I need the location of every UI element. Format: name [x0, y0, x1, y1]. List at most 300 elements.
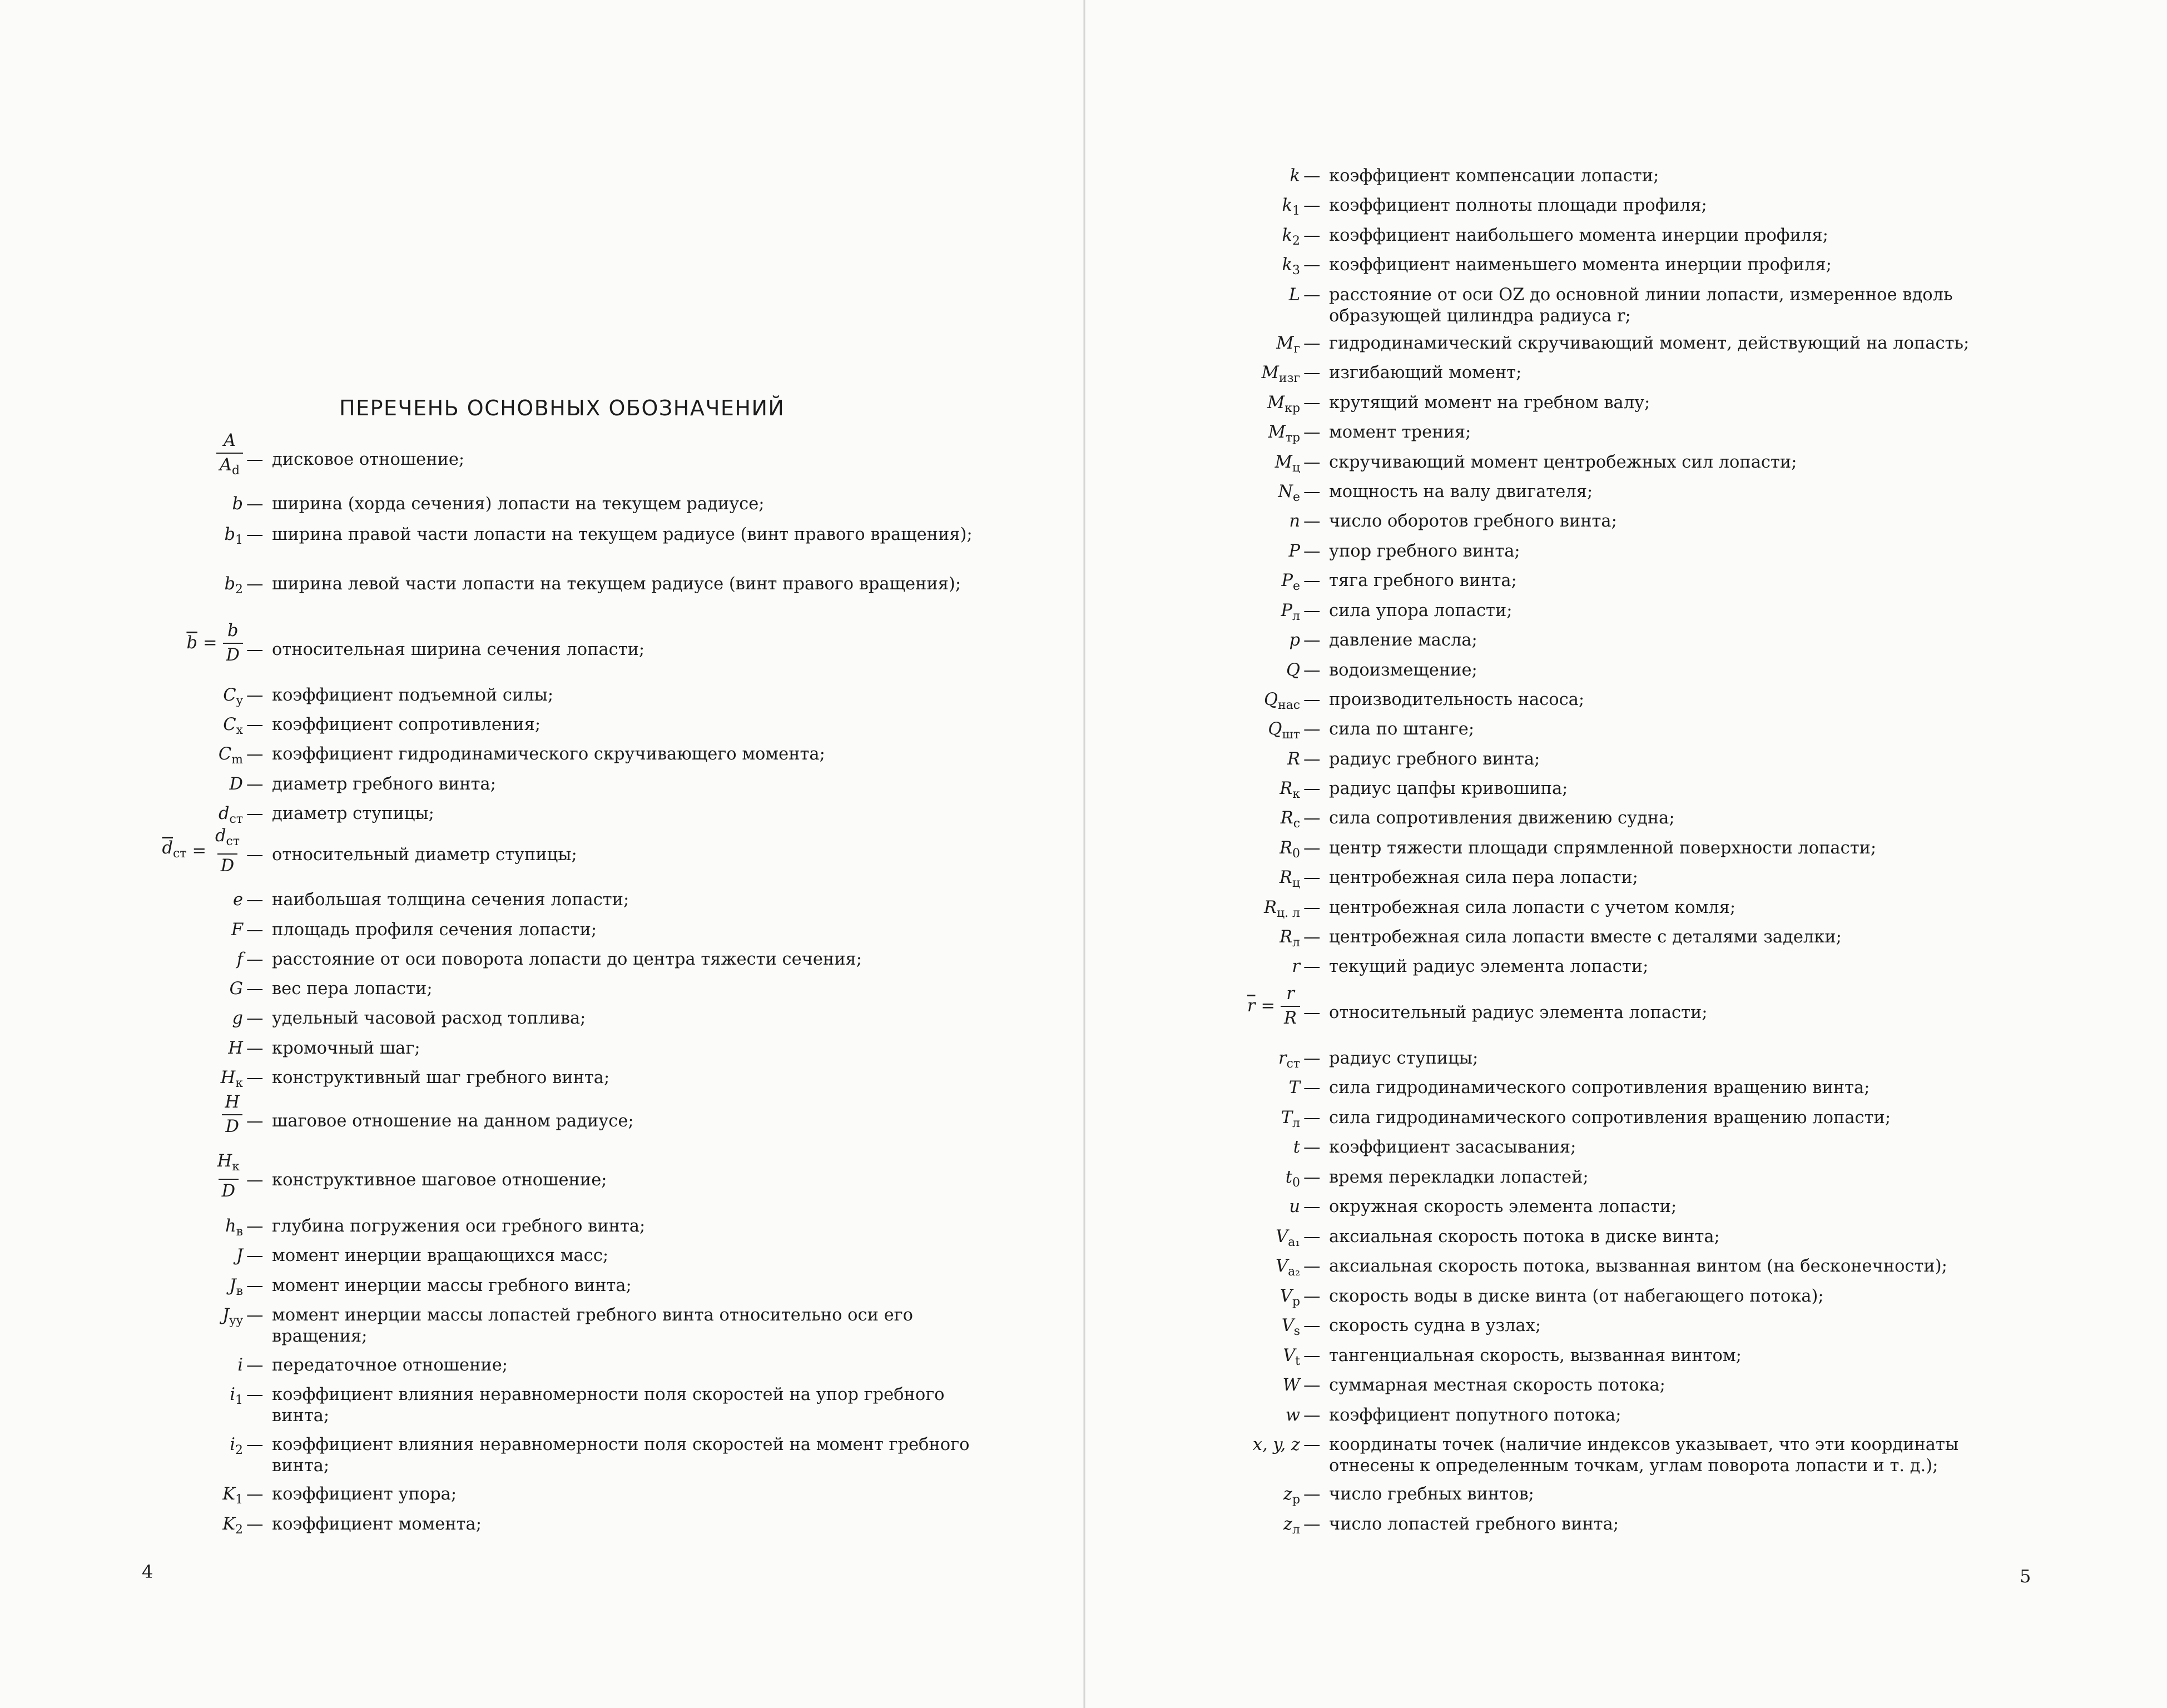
page-number-left: 4	[142, 1561, 153, 1582]
em-dash: —	[246, 1484, 264, 1504]
em-dash: —	[246, 450, 264, 469]
symbol-subscript: a₂	[1288, 1265, 1300, 1279]
notation-symbol	[222, 1514, 243, 1541]
fraction-numerator	[214, 1150, 243, 1179]
symbol-subscript: с	[1293, 817, 1300, 831]
numerator-symbol: H	[225, 1093, 240, 1112]
notation-symbol	[186, 619, 243, 667]
em-dash: —	[1303, 1108, 1321, 1128]
denominator-symbol: R	[1284, 1009, 1297, 1028]
notation-definition: радиус цапфы кривошипа;	[1329, 779, 1568, 798]
symbol-subscript: нас	[1277, 698, 1300, 713]
page-right	[1085, 0, 2167, 1708]
symbol-subscript: yy	[229, 1314, 243, 1328]
notation-definition: коэффициент влияния неравномерности поля скоростей на момент гребного винта;	[272, 1435, 970, 1476]
symbol-subscript: 0	[1292, 1176, 1300, 1190]
notation-entry	[219, 803, 974, 827]
notation-symbol	[225, 1216, 243, 1243]
symbol-base: p	[1289, 630, 1300, 650]
symbol-subscript: ст	[1286, 1057, 1300, 1071]
em-dash: —	[246, 1356, 264, 1375]
notation-entry	[1280, 927, 2043, 950]
symbol-base: R	[1287, 749, 1300, 769]
notation-definition: мощность на валу двигателя;	[1329, 482, 1593, 502]
notation-entry	[162, 826, 974, 876]
fraction	[223, 619, 243, 667]
notation-definition: аксиальная скорость потока, вызванная винтом (на бесконечности);	[1329, 1257, 1947, 1276]
symbol-base: R	[1280, 838, 1293, 858]
notation-symbol	[223, 714, 243, 741]
symbol-base: V	[1276, 1227, 1288, 1247]
em-dash: —	[246, 774, 264, 794]
lhs-symbol: $\overline{b}$	[186, 633, 197, 653]
em-dash: —	[246, 715, 264, 734]
numerator-symbol: A	[223, 431, 236, 450]
em-dash: —	[1303, 749, 1321, 769]
notation-symbol	[1276, 1227, 1300, 1253]
notation-entry	[220, 1068, 974, 1091]
equation-lhs	[162, 838, 186, 865]
notation-definition: аксиальная скорость потока в диске винта;	[1329, 1227, 1720, 1247]
notation-symbol	[1283, 1514, 1300, 1541]
notation-symbol	[223, 685, 243, 712]
symbol-subscript: л	[1292, 609, 1300, 624]
fraction-denominator	[219, 1179, 239, 1203]
notation-entry	[1287, 749, 2043, 770]
symbol-base: k	[1282, 255, 1293, 275]
symbol-base: P	[1281, 571, 1293, 590]
notation-definition: момент инерции массы лопастей гребного винта относительно оси его вращения;	[272, 1305, 913, 1346]
notation-symbol	[237, 949, 243, 970]
notation-definition: коэффициент компенсации лопасти;	[1329, 166, 1659, 186]
notation-entry	[1281, 1108, 2043, 1131]
notation-definition: сила сопротивления движению судна;	[1329, 808, 1675, 828]
symbol-base: M	[1276, 334, 1294, 353]
em-dash: —	[1303, 1168, 1321, 1187]
notation-definition: удельный часовой расход топлива;	[272, 1009, 586, 1028]
notation-symbol	[221, 1091, 243, 1139]
notation-symbol	[1281, 1108, 1300, 1134]
notation-entry	[228, 1038, 974, 1059]
notation-symbol	[1282, 1315, 1300, 1342]
em-dash: —	[1303, 957, 1321, 976]
notation-entry	[232, 494, 974, 515]
notation-definition: наибольшая толщина сечения лопасти;	[272, 890, 629, 910]
notation-definition: окружная скорость элемента лопасти;	[1329, 1197, 1677, 1217]
em-dash: —	[246, 494, 264, 514]
notation-definition: сила гидродинамического сопротивления вращению лопасти;	[1329, 1108, 1891, 1128]
notation-symbol	[1268, 719, 1300, 746]
fraction	[221, 1091, 243, 1139]
fraction-denominator	[1281, 1006, 1300, 1030]
notation-symbol	[1267, 393, 1300, 419]
notation-symbol	[1283, 1484, 1300, 1511]
symbol-base: r	[1292, 957, 1300, 976]
symbol-subscript: в	[236, 1225, 243, 1239]
notation-definition: относительный радиус элемента лопасти;	[1329, 1003, 1708, 1022]
em-dash: —	[1303, 482, 1321, 502]
em-dash: —	[246, 1515, 264, 1534]
em-dash: —	[1303, 1316, 1321, 1335]
notation-symbol	[1289, 511, 1300, 532]
symbol-base: R	[1279, 868, 1292, 887]
notation-symbol	[225, 524, 244, 551]
fraction-numerator	[221, 1091, 243, 1114]
notation-symbol	[222, 1305, 243, 1332]
em-dash: —	[1303, 285, 1321, 305]
notation-symbol	[1289, 630, 1300, 651]
notation-entry	[231, 920, 974, 941]
notation-entry	[1288, 541, 2043, 562]
notation-definition: упор гребного винта;	[1329, 542, 1520, 561]
em-dash: —	[1303, 1346, 1321, 1366]
symbol-subscript: кр	[1285, 401, 1300, 416]
em-dash: —	[1303, 334, 1321, 353]
notation-entry	[1283, 1484, 2043, 1507]
notation-definition: сила по штанге;	[1329, 719, 1475, 739]
notation-entry	[1283, 1345, 2043, 1369]
symbol-base: D	[229, 774, 243, 794]
notation-symbol	[1292, 956, 1300, 977]
em-dash: —	[246, 979, 264, 999]
em-dash: —	[246, 1009, 264, 1028]
notation-entry	[222, 1484, 974, 1507]
notation-symbol	[1282, 255, 1300, 281]
equation	[1247, 982, 1300, 1030]
notation-entry	[237, 1355, 974, 1376]
symbol-subscript: x	[236, 723, 243, 738]
em-dash: —	[1303, 1484, 1321, 1504]
symbol-base: F	[231, 920, 243, 940]
symbol-base: Q	[1263, 690, 1278, 709]
em-dash: —	[1303, 719, 1321, 739]
notation-entry	[1282, 1375, 2043, 1396]
notation-definition: скорость воды в диске винта (от набегающего потока);	[1329, 1287, 1824, 1306]
notation-entry	[1289, 630, 2043, 651]
notation-entry	[1282, 255, 2043, 278]
notation-symbol	[1280, 867, 1300, 894]
notation-entry	[1283, 1514, 2043, 1537]
notation-definition: коэффициент гидродинамического скручивающего момента;	[272, 744, 825, 764]
symbol-base: r	[1278, 1049, 1287, 1068]
page-title: ПЕРЕЧЕНЬ ОСНОВНЫХ ОБОЗНАЧЕНИЙ	[339, 396, 785, 420]
notation-definition: число лопастей гребного винта;	[1329, 1515, 1619, 1534]
symbol-subscript: p	[1292, 1493, 1300, 1507]
denominator-symbol: D	[220, 856, 235, 876]
notation-symbol	[1253, 1434, 1300, 1456]
notation-definition: площадь профиля сечения лопасти;	[272, 920, 597, 940]
em-dash: —	[1303, 1078, 1321, 1098]
symbol-base: t	[1285, 1168, 1293, 1187]
em-dash: —	[1303, 423, 1321, 442]
notation-entry	[1280, 778, 2043, 802]
equals-sign: =	[192, 841, 207, 861]
notation-symbol	[1247, 982, 1300, 1030]
symbol-base: L	[1288, 285, 1300, 305]
notation-symbol	[236, 1245, 243, 1267]
notation-entry	[224, 574, 974, 597]
fraction-numerator	[1283, 982, 1298, 1006]
notation-symbol	[232, 1008, 243, 1029]
notation-definition: водоизмещение;	[1329, 661, 1477, 680]
symbol-base: M	[1268, 423, 1286, 442]
notation-symbol	[221, 1068, 243, 1094]
notation-entry	[1292, 956, 2043, 977]
symbol-base: R	[1280, 927, 1293, 947]
em-dash: —	[246, 744, 264, 764]
numerator-symbol: H	[217, 1151, 232, 1171]
symbol-subscript: e	[1293, 579, 1300, 594]
em-dash: —	[1303, 166, 1321, 186]
notation-symbol	[1278, 481, 1300, 508]
symbol-subscript: в	[236, 1284, 243, 1299]
symbol-base: u	[1289, 1197, 1300, 1217]
notation-entry	[229, 774, 974, 795]
symbol-subscript: 1	[235, 1493, 243, 1507]
notation-definition: конструктивное шаговое отношение;	[272, 1170, 607, 1190]
notation-entry	[230, 1434, 974, 1477]
notation-symbol	[1275, 452, 1300, 479]
numerator-symbol: d	[215, 826, 226, 846]
symbol-base: x, y, z	[1252, 1435, 1300, 1454]
symbol-base: W	[1282, 1376, 1300, 1395]
notation-entry	[219, 431, 974, 478]
notation-entry	[222, 1305, 974, 1347]
symbol-base: i	[230, 1385, 236, 1404]
notation-entry	[1285, 1405, 2043, 1426]
symbol-base: C	[223, 686, 236, 705]
notation-entry	[1278, 1048, 2043, 1071]
notation-definition: коэффициент момента;	[272, 1515, 482, 1534]
notation-definition: текущий радиус элемента лопасти;	[1329, 957, 1649, 976]
symbol-subscript: л	[1292, 1116, 1300, 1131]
symbol-subscript: шт	[1282, 728, 1300, 742]
notation-entry	[229, 1275, 974, 1299]
em-dash: —	[1303, 512, 1321, 531]
notation-definition: давление масла;	[1329, 630, 1477, 650]
em-dash: —	[1303, 1376, 1321, 1395]
notation-entry	[1279, 867, 2043, 891]
notation-symbol	[1289, 1196, 1300, 1218]
notation-definition: сила гидродинамического сопротивления вращению винта;	[1329, 1078, 1870, 1098]
notation-definition: ширина левой части лопасти на текущем радиусе (винт правого вращения);	[272, 574, 961, 594]
notation-symbol	[1286, 1167, 1300, 1194]
notation-entry	[1268, 719, 2043, 742]
em-dash: —	[1303, 363, 1321, 383]
symbol-base: T	[1288, 1078, 1300, 1098]
equation	[186, 619, 243, 667]
symbol-base: b	[232, 494, 243, 514]
notation-definition: момент трения;	[1329, 423, 1471, 442]
notation-symbol	[230, 979, 243, 1000]
notation-definition: гидродинамический скручивающий момент, действующий на лопасть;	[1329, 334, 1970, 353]
em-dash: —	[246, 845, 264, 865]
symbol-subscript: ц. л	[1276, 906, 1300, 921]
symbol-subscript: a₁	[1288, 1235, 1300, 1250]
symbol-base: H	[220, 1068, 236, 1088]
em-dash: —	[1303, 1227, 1321, 1247]
notation-entry	[1280, 838, 2043, 861]
fraction-numerator	[212, 825, 243, 853]
notation-definition: диаметр гребного винта;	[272, 774, 496, 794]
notation-definition: тяга гребного винта;	[1329, 571, 1517, 590]
notation-symbol	[216, 429, 243, 483]
symbol-base: R	[1264, 898, 1277, 917]
notation-definition: коэффициент попутного потока;	[1329, 1406, 1621, 1425]
em-dash: —	[1303, 393, 1321, 413]
notation-symbol	[231, 920, 243, 941]
notation-entry	[1282, 195, 2043, 219]
fraction-denominator	[223, 643, 243, 667]
em-dash: —	[246, 1217, 264, 1236]
denominator-symbol: D	[226, 646, 240, 665]
symbol-base: K	[222, 1515, 236, 1534]
symbol-base: V	[1276, 1257, 1288, 1276]
em-dash: —	[1303, 1406, 1321, 1425]
notation-symbol	[1264, 689, 1300, 716]
notation-entry	[186, 621, 974, 665]
notation-entry	[222, 1514, 974, 1537]
notation-definition: относительная ширина сечения лопасти;	[272, 640, 645, 659]
symbol-base: H	[228, 1039, 243, 1058]
em-dash: —	[1303, 453, 1321, 472]
em-dash: —	[1303, 601, 1321, 620]
symbol-base: t	[1293, 1138, 1300, 1157]
em-dash: —	[1303, 1197, 1321, 1217]
symbol-base: h	[225, 1217, 236, 1236]
notation-symbol	[214, 1150, 243, 1203]
notation-definition: ширина (хорда сечения) лопасти на текущем радиусе;	[272, 494, 765, 514]
notation-definition: центробежная сила лопасти с учетом комля;	[1329, 898, 1736, 917]
notation-definition: коэффициент наименьшего момента инерции профиля;	[1329, 255, 1832, 275]
fraction-denominator	[217, 853, 237, 878]
symbol-base: J	[229, 1276, 236, 1295]
notation-symbol	[1287, 749, 1300, 770]
symbol-base: w	[1285, 1406, 1300, 1425]
notation-symbol	[1283, 1375, 1300, 1396]
symbol-subscript: ц	[1292, 876, 1300, 891]
page-number-right: 5	[2020, 1566, 2031, 1587]
notation-symbol	[237, 1355, 243, 1376]
symbol-base: f	[236, 950, 243, 969]
notation-symbol	[1289, 1078, 1300, 1099]
notation-definition: радиус ступицы;	[1329, 1049, 1479, 1068]
symbol-base: g	[232, 1009, 243, 1028]
fraction-numerator	[224, 619, 242, 643]
symbol-subscript: 2	[1292, 234, 1300, 249]
em-dash: —	[246, 804, 264, 823]
symbol-base: Q	[1268, 719, 1282, 739]
em-dash: —	[1303, 630, 1321, 650]
notation-symbol	[225, 574, 244, 600]
em-dash: —	[246, 686, 264, 705]
symbol-base: b	[224, 525, 236, 544]
symbol-subscript: t	[1295, 1354, 1300, 1369]
symbol-subscript: ц	[1292, 461, 1300, 475]
symbol-base: n	[1289, 512, 1300, 531]
em-dash: —	[1303, 808, 1321, 828]
em-dash: —	[1303, 226, 1321, 245]
symbol-subscript: 1	[235, 533, 243, 548]
notation-entry	[1278, 481, 2043, 505]
notation-definition: число оборотов гребного винта;	[1329, 512, 1617, 531]
symbol-base: k	[1282, 196, 1293, 215]
symbol-subscript: e	[1293, 490, 1300, 505]
symbol-base: z	[1283, 1515, 1293, 1534]
symbol-subscript: г	[1293, 342, 1300, 356]
notation-symbol	[1286, 1405, 1300, 1426]
symbol-subscript: p	[1292, 1295, 1300, 1309]
notation-symbol	[1264, 897, 1300, 924]
em-dash: —	[1303, 1515, 1321, 1534]
symbol-base: K	[222, 1484, 236, 1504]
symbol-base: i	[237, 1356, 243, 1375]
page-left	[0, 0, 1083, 1708]
em-dash: —	[1303, 1049, 1321, 1068]
symbol-subscript: s	[1293, 1324, 1300, 1339]
notation-entry	[1275, 452, 2043, 475]
symbol-subscript: 2	[235, 1523, 243, 1537]
symbol-base: V	[1283, 1346, 1296, 1366]
notation-definition: крутящий момент на гребном валу;	[1329, 393, 1650, 413]
notation-symbol	[1276, 333, 1300, 360]
em-dash: —	[246, 1111, 264, 1131]
notation-symbol	[230, 774, 243, 795]
notation-definition: расстояние от оси поворота лопасти до центра тяжести сечения;	[272, 950, 862, 969]
em-dash: —	[246, 920, 264, 940]
symbol-subscript: к	[1292, 787, 1300, 802]
symbol-base: P	[1288, 542, 1300, 561]
notation-symbol	[230, 1384, 243, 1411]
notation-symbol	[1281, 600, 1300, 627]
em-dash: —	[246, 574, 264, 594]
symbol-subscript: m	[231, 753, 243, 767]
notation-definition: координаты точек (наличие индексов указывает, что эти координаты отнесены к определенным точкам, углам поворота лопасти и т. д.);	[1329, 1435, 1959, 1476]
notation-entry	[1289, 1196, 2043, 1218]
em-dash: —	[246, 1039, 264, 1058]
notation-entry	[1293, 1137, 2043, 1158]
notation-definition: суммарная местная скорость потока;	[1329, 1376, 1665, 1395]
notation-entry	[232, 890, 974, 911]
notation-symbol	[1288, 541, 1300, 562]
notation-symbol	[1286, 660, 1300, 681]
em-dash: —	[246, 1246, 264, 1265]
notation-entry	[1263, 689, 2043, 713]
equation-lhs	[1247, 996, 1256, 1017]
notation-entry	[223, 685, 974, 708]
em-dash: —	[246, 1305, 264, 1325]
notation-definition: конструктивный шаг гребного винта;	[272, 1068, 610, 1088]
notation-entry	[236, 1245, 974, 1267]
symbol-base: M	[1261, 363, 1279, 383]
em-dash: —	[1303, 1435, 1321, 1454]
em-dash: —	[1303, 1138, 1321, 1157]
em-dash: —	[1303, 1257, 1321, 1276]
symbol-subscript: изг	[1278, 371, 1300, 386]
symbol-subscript: 3	[1292, 264, 1300, 278]
equals-sign: =	[1261, 996, 1276, 1016]
notation-entry	[1281, 1315, 2043, 1339]
symbol-base: G	[229, 979, 243, 999]
em-dash: —	[1303, 661, 1321, 680]
notation-entry	[225, 1093, 974, 1136]
notation-symbol	[1293, 1137, 1300, 1158]
symbol-subscript: 2	[235, 583, 243, 597]
notation-definition: коэффициент сопротивления;	[272, 715, 541, 734]
notation-definition: кромочный шаг;	[272, 1039, 420, 1058]
symbol-base: d	[219, 804, 230, 823]
denominator-symbol: D	[225, 1117, 239, 1136]
